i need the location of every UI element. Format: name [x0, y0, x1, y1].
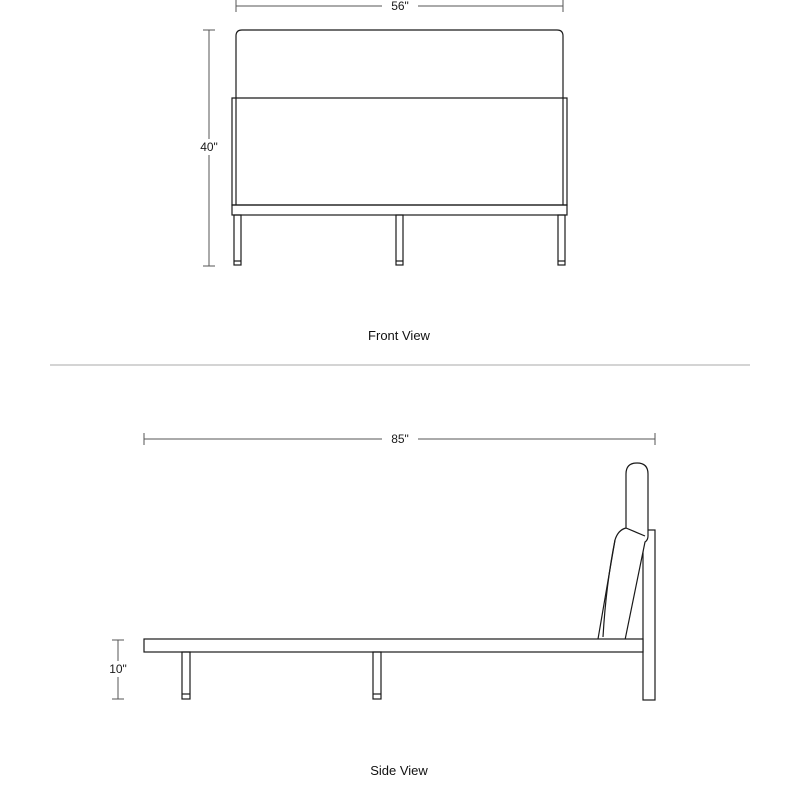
- front-view: [196, 0, 567, 343]
- front-right-leg: [558, 215, 565, 265]
- side-view: [105, 431, 655, 778]
- side-bed-platform: [144, 639, 643, 652]
- side-view-title: Side View: [370, 763, 428, 778]
- side-length-dimension: [144, 431, 655, 447]
- front-left-leg: [234, 215, 241, 265]
- side-clearance-dimension: [105, 640, 131, 699]
- side-front-leg: [182, 652, 190, 699]
- front-view-title: Front View: [368, 328, 430, 343]
- front-height-label: 40": [200, 140, 218, 154]
- side-center-leg: [373, 652, 381, 699]
- front-headboard-cushion: [236, 30, 563, 98]
- front-height-dimension: [196, 30, 222, 266]
- front-headboard-frame: [232, 98, 567, 205]
- front-bed-rail: [232, 205, 567, 215]
- side-clearance-label: 10": [109, 662, 127, 676]
- front-center-leg: [396, 215, 403, 265]
- front-width-label: 56": [391, 0, 409, 13]
- side-headboard-post: [643, 530, 655, 700]
- front-width-dimension: [236, 0, 563, 14]
- side-length-label: 85": [391, 432, 409, 446]
- side-headboard-cushion: [598, 463, 648, 640]
